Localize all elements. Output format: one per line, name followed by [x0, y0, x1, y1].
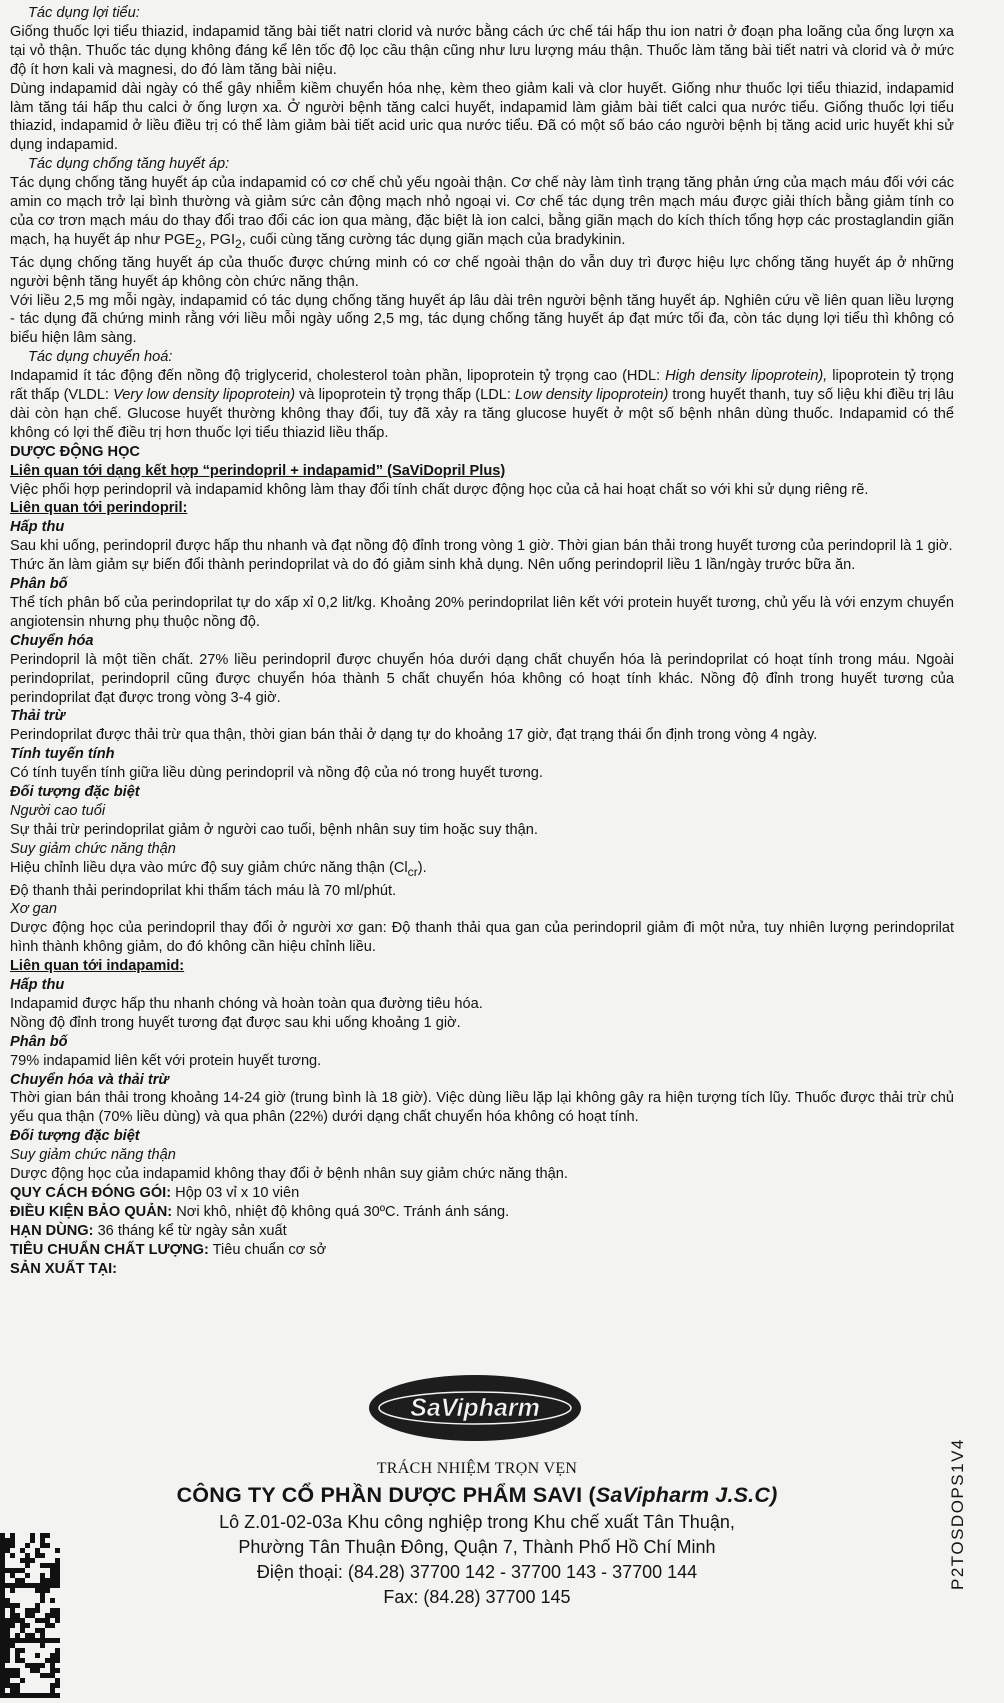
antihyp-text-b: , PGI	[201, 231, 236, 248]
perindopril-heading: Liên quan tới perindopril:	[10, 500, 188, 517]
antihypertensive-paragraph-1	[10, 174, 954, 254]
metabolic-paragraph	[10, 367, 954, 443]
company-name	[0, 1483, 954, 1508]
combination-paragraph: Việc phối hợp perindopril và indapamid không làm thay đổi tính chất dược động học của cả hai hoạt chất so với khi sử dụng riêng rẽ.	[10, 481, 869, 498]
metabolic-heading: Tác dụng chuyển hoá:	[28, 349, 173, 366]
phone-line: Điện thoại: (84.28) 37700 142 - 37700 143 - 37700 144	[256, 1562, 698, 1582]
indapamide-absorption-p1: Indapamid được hấp thu nhanh chóng và hoàn toàn qua đường tiêu hóa.	[10, 995, 483, 1012]
packaging-label: QUY CÁCH ĐÓNG GÓI:	[10, 1185, 172, 1201]
pgi-subscript: 2	[235, 236, 242, 251]
packaging-line	[10, 1184, 954, 1203]
quality-standard-label: TIÊU CHUẨN CHẤT LƯỢNG:	[10, 1241, 209, 1258]
metab-text-c: và lipoprotein tỷ trọng thấp (LDL:	[295, 387, 515, 404]
perindopril-elderly-p: Sự thải trừ perindoprilat giảm ở người cao tuổi, bệnh nhân suy tim hoặc suy thận.	[10, 821, 538, 838]
perindopril-cirrhosis-p: Dược động học của perindopril thay đổi ở người xơ gan: Độ thanh thải qua gan của perindopril giảm đi một nửa, tuy nhiên lượng perindoprilat hình thành không giảm, do đó không cần hiệu chỉnh liều.	[10, 920, 954, 956]
pge-subscript: 2	[195, 236, 202, 251]
manufactured-at-line	[10, 1260, 954, 1279]
company-name-text: CÔNG TY CỔ PHẦN DƯỢC PHẨM SAVI (	[176, 1483, 596, 1507]
perindopril-cirrhosis-heading: Xơ gan	[10, 901, 57, 918]
metab-hdl: High density lipoprotein),	[665, 368, 828, 385]
quality-standard-line	[10, 1241, 954, 1260]
antihypertensive-heading: Tác dụng chống tăng huyết áp:	[28, 156, 230, 173]
indapamide-distribution-p: 79% indapamid liên kết với protein huyết tương.	[10, 1052, 322, 1069]
indapamide-special-heading: Đối tượng đặc biệt	[10, 1128, 140, 1145]
renal-text-b: ).	[417, 859, 427, 876]
perindopril-special-heading: Đối tượng đặc biệt	[10, 784, 140, 801]
storage-line	[10, 1203, 954, 1222]
tagline: TRÁCH NHIỆM TRỌN VẸN	[376, 1460, 578, 1477]
antihyp-text-a: Tác dụng chống tăng huyết áp của indapamid có cơ chế chủ yếu ngoài thận. Cơ chế này làm tình trạng tăng phản ứng của mạch máu đối với các amin co mạch trở lại bình thường và giảm sức cản động mạch nhỏ ngoại vi. Cơ chế tác dụng trên mạch máu được giải thích bằng giảm tính co của cơ trơn mạch máu do thay đổi trao đổi các ion qua màng, đặc biệt là ion calci, bằng giãn mạch do kích thích tổng hợp các prostaglandin giãn mạch, hạ huyết áp như PGE	[10, 175, 954, 248]
fax-line: Fax: (84.28) 37700 145	[383, 1587, 571, 1607]
savipharm-logo	[365, 1372, 585, 1444]
storage-label: ĐIỀU KIỆN BẢO QUẢN:	[10, 1203, 173, 1220]
quality-standard-value: Tiêu chuẩn cơ sở	[208, 1241, 327, 1258]
perindopril-renal-p1	[10, 859, 954, 882]
perindopril-elimination-p: Perindoprilat được thải trừ qua thận, thời gian bán thải ở dạng tự do khoảng 17 giờ, đạt trạng thái ổn định trong vòng 4 ngày.	[10, 727, 818, 744]
perindopril-metabolism-p: Perindopril là một tiền chất. 27% liều perindopril được chuyển hóa dưới dạng chất chuyển hóa là perindoprilat có hoạt tính trong máu. Ngoài perindoprilat, perindopril cũng được chuyển hóa thành 5 chất chuyển hóa không có hoạt tính khác. Nồng độ đỉnh trong huyết tương của perindoprilat đạt được trong vòng 3-4 giờ.	[10, 651, 954, 706]
indapamide-absorption-heading: Hấp thu	[10, 977, 65, 994]
shelf-life-label: HẠN DÙNG:	[10, 1222, 94, 1239]
metab-vldl: Very low density lipoprotein)	[113, 387, 296, 404]
shelf-life-line	[10, 1222, 954, 1241]
perindopril-linearity-heading: Tính tuyến tính	[10, 746, 115, 763]
indapamide-metabolism-p: Thời gian bán thải trong khoảng 14-24 giờ (trung bình là 18 giờ). Việc dùng liều lặp lại không gây ra hiện tượng tích lũy. Thuốc được thải trừ chủ yếu qua thận (70% liều dùng) và qua phân (22%) dưới dạng chất chuyển hóa không có hoạt tính.	[10, 1090, 954, 1126]
indapamide-renal-heading: Suy giảm chức năng thận	[10, 1147, 176, 1164]
indapamide-metabolism-heading: Chuyển hóa và thải trừ	[10, 1071, 169, 1088]
indapamide-renal-p: Dược động học của indapamid không thay đổi ở bệnh nhân suy giảm chức năng thận.	[10, 1166, 568, 1183]
perindopril-absorption-p2: Thức ăn làm giảm sự biến đổi thành perindoprilat và do đó giảm sinh khả dụng. Nên uống perindopril liều 1 lần/ngày trước bữa ăn.	[10, 557, 856, 574]
diuretic-paragraph-1: Giống thuốc lợi tiểu thiazid, indapamid tăng bài tiết natri clorid và nước bằng cách ức chế tái hấp thu ion natri ở đoạn pha loãng của ống lượn xa tại vỏ thận. Thuốc tác dụng không đáng kể lên tốc độ lọc cầu thận cũng như lưu lượng máu thận. Thuốc làm tăng bài tiết natri và clorid và ở mức độ ít hơn kali và magnesi, do đó làm tăng bài niệu.	[10, 23, 954, 78]
diuretic-heading: Tác dụng lợi tiểu:	[28, 5, 140, 21]
combination-heading: Liên quan tới dạng kết hợp “perindopril + indapamid” (SaViDopril Plus)	[10, 462, 506, 479]
metab-text-b: lipoprotein tỷ trọng rất thấp (VLDL:	[10, 368, 954, 404]
datamatrix-code	[0, 1533, 60, 1703]
packaging-value: Hộp 03 vỉ x 10 viên	[171, 1185, 300, 1201]
document-code: P2TOSDOPS1V4	[948, 1438, 967, 1590]
address-line-2: Phường Tân Thuận Đông, Quận 7, Thành Phố Hồ Chí Minh	[238, 1537, 716, 1557]
perindopril-linearity-p: Có tính tuyến tính giữa liều dùng perindopril và nồng độ của nó trong huyết tương.	[10, 765, 543, 782]
perindopril-metabolism-heading: Chuyển hóa	[10, 632, 94, 649]
shelf-life-value: 36 tháng kể từ ngày sản xuất	[93, 1222, 287, 1239]
manufactured-at-label: SẢN XUẤT TẠI:	[10, 1260, 118, 1277]
renal-text-a: Hiệu chỉnh liều dựa vào mức độ suy giảm chức năng thận (Cl	[10, 859, 408, 876]
logo-text: SaVipharm	[410, 1394, 540, 1422]
leaflet-text	[10, 4, 954, 1279]
diuretic-paragraph-2: Dùng indapamid dài ngày có thể gây nhiễm kiềm chuyển hóa nhẹ, kèm theo giảm kali và clor huyết. Giống như thuốc lợi tiểu thiazid, indapamid làm tăng tái hấp thu calci ở ống lượn xa. Ở người bệnh tăng calci huyết, indapamid làm giảm bài tiết calci qua nước tiểu. Giống thuốc lợi tiểu thiazid, indapamid ở liều điều trị có thể làm giảm bài tiết acid uric qua nước tiểu. Đã có một số báo cáo người bệnh bị tăng acid uric huyết khi sử dụng indapamid.	[10, 80, 954, 154]
perindopril-renal-heading: Suy giảm chức năng thận	[10, 840, 176, 857]
metab-ldl: Low density lipoprotein)	[514, 387, 669, 404]
perindopril-elderly-heading: Người cao tuổi	[10, 802, 106, 819]
antihyp-text-c: , cuối cùng tăng cường tác dụng giãn mạch của bradykinin.	[241, 231, 626, 248]
storage-value: Nơi khô, nhiệt độ không quá 30ºC. Tránh ánh sáng.	[172, 1203, 510, 1220]
clcr-subscript: cr	[407, 864, 418, 879]
perindopril-absorption-p1: Sau khi uống, perindopril được hấp thu nhanh và đạt nồng độ đỉnh trong vòng 1 giờ. Thời gian bán thải trong huyết tương của perindopril là 1 giờ.	[10, 538, 953, 555]
indapamide-distribution-heading: Phân bố	[10, 1033, 68, 1050]
metab-text-d: trong huyết thanh, tuy số liệu khi điều trị lâu dài còn hạn chế. Glucose huyết thường không thay đổi, tuy đã xảy ra tăng glucose huyết ở một số bệnh nhân dùng thuốc. Indapamid có thể không có lợi thế điều trị hơn thuốc lợi tiểu thiazid liều thấp.	[10, 387, 954, 441]
perindopril-distribution-heading: Phân bố	[10, 576, 68, 593]
pharmacokinetics-heading: DƯỢC ĐỘNG HỌC	[10, 443, 140, 460]
indapamide-absorption-p2: Nồng độ đỉnh trong huyết tương đạt được sau khi uống khoảng 1 giờ.	[10, 1014, 461, 1031]
perindopril-elimination-heading: Thải trừ	[10, 708, 66, 725]
perindopril-distribution-p: Thể tích phân bố của perindoprilat tự do xấp xỉ 0,2 lit/kg. Khoảng 20% perindoprilat liên kết với protein huyết tương, chủ yếu là với enzym chuyển angiotensin nhưng phụ thuộc nồng độ.	[10, 595, 954, 630]
address-line-1: Lô Z.01-02-03a Khu công nghiệp trong Khu chế xuất Tân Thuận,	[219, 1512, 735, 1532]
company-brand: SaVipharm J.S.C)	[595, 1483, 778, 1507]
antihypertensive-paragraph-3: Với liều 2,5 mg mỗi ngày, indapamid có tác dụng chống tăng huyết áp lâu dài trên người bệnh tăng huyết áp. Nghiên cứu về liên quan liều lượng - tác dụng đã chứng minh rằng với liều mỗi ngày uống 2,5 mg, tác dụng chống tăng huyết áp đạt mức tối đa, còn tác dụng lợi tiểu thì không có biểu hiện lâm sàng.	[10, 292, 954, 347]
perindopril-renal-p2: Độ thanh thải perindoprilat khi thẩm tách máu là 70 ml/phút.	[10, 882, 397, 899]
perindopril-absorption-heading: Hấp thu	[10, 519, 65, 536]
antihypertensive-paragraph-2: Tác dụng chống tăng huyết áp của thuốc được chứng minh có cơ chế ngoài thận do vẫn duy trì được hiệu lực chống tăng huyết áp ở những người bệnh tăng huyết áp không còn chức năng thận.	[10, 254, 954, 290]
indapamide-heading: Liên quan tới indapamid:	[10, 958, 185, 975]
metab-text-a: Indapamid ít tác động đến nồng độ triglycerid, cholesterol toàn phần, lipoprotein tỷ trọng cao (HDL:	[10, 368, 666, 385]
